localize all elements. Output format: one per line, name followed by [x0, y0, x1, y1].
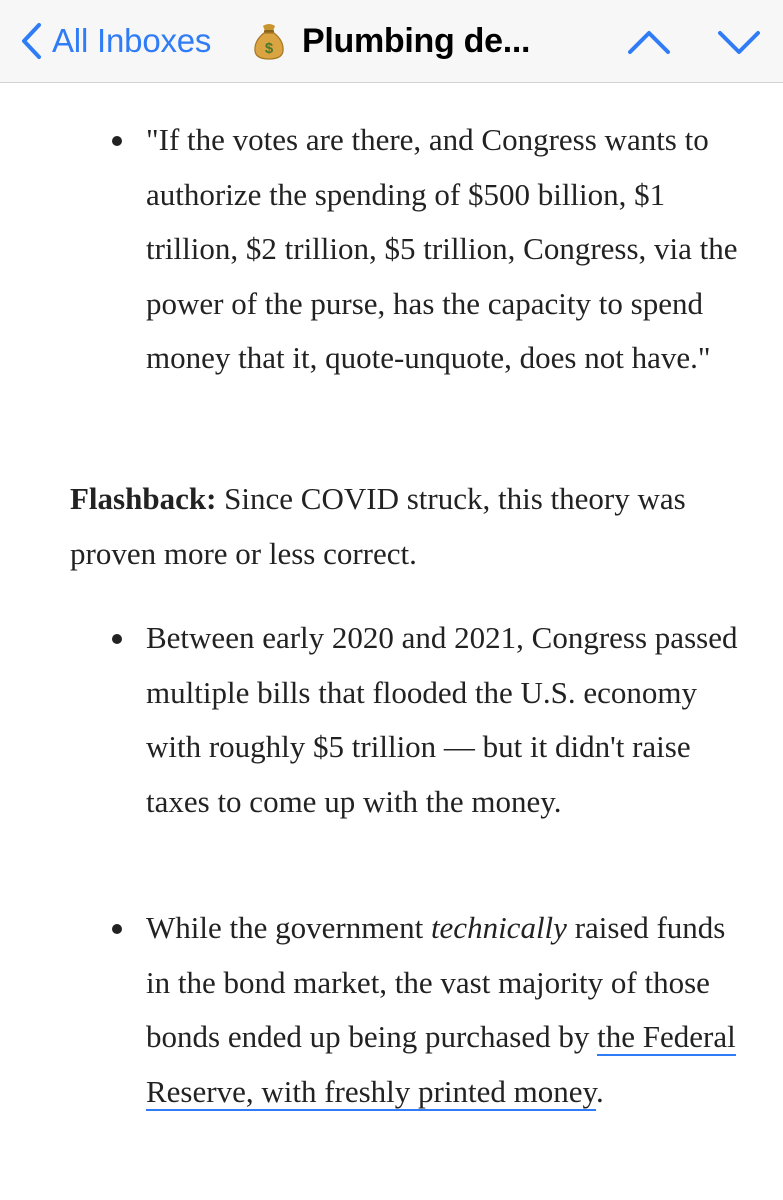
chevron-down-icon — [714, 22, 764, 62]
bullet-dot — [112, 924, 122, 934]
bullet-dot — [112, 634, 122, 644]
back-button[interactable] — [20, 20, 211, 62]
bullet-dot — [112, 136, 122, 146]
next-email-button[interactable] — [714, 22, 764, 62]
back-label: All Inboxes — [52, 22, 212, 59]
flashback-label: Flashback: — [70, 481, 217, 516]
bullet-text-part2: raised funds in the bond market, the vast majority of those bonds ended up being purchased by — [146, 910, 726, 1054]
navigation-bar — [0, 0, 783, 83]
bullet-text-end: . — [595, 1073, 604, 1109]
chevron-up-icon — [624, 22, 674, 62]
emphasis-text: technically — [430, 910, 567, 945]
list-item — [146, 611, 746, 829]
svg-text:$: $ — [264, 40, 274, 57]
flashback-paragraph — [70, 472, 750, 581]
chevron-left-icon — [20, 22, 42, 60]
title-bar — [252, 18, 530, 64]
bullet-text: Between early 2020 and 2021, Congress passed multiple bills that flooded the U.S. economy with roughly $5 trillion — but it didn't raise taxes to come up with the money. — [146, 620, 738, 819]
money-bag-icon — [252, 21, 286, 61]
email-body — [0, 83, 783, 1200]
list-item — [146, 113, 746, 386]
previous-email-button[interactable] — [624, 22, 674, 62]
bullet-text-part1: While the government — [146, 910, 431, 945]
quote-text: "If the votes are there, and Congress wants to authorize the spending of $500 billion, $1 trillion, $2 trillion, $5 trillion, Congress, via the power of the purse, has the capacity to spend money that it, quote-unquote, does not have." — [146, 122, 738, 375]
email-subject: Plumbing de... — [302, 21, 531, 60]
flashback-text: Since COVID struck, this theory was proven more or less correct. — [70, 481, 686, 571]
list-item — [146, 901, 746, 1119]
federal-reserve-link[interactable]: the Federal Reserve, with freshly printed money — [146, 1019, 736, 1109]
